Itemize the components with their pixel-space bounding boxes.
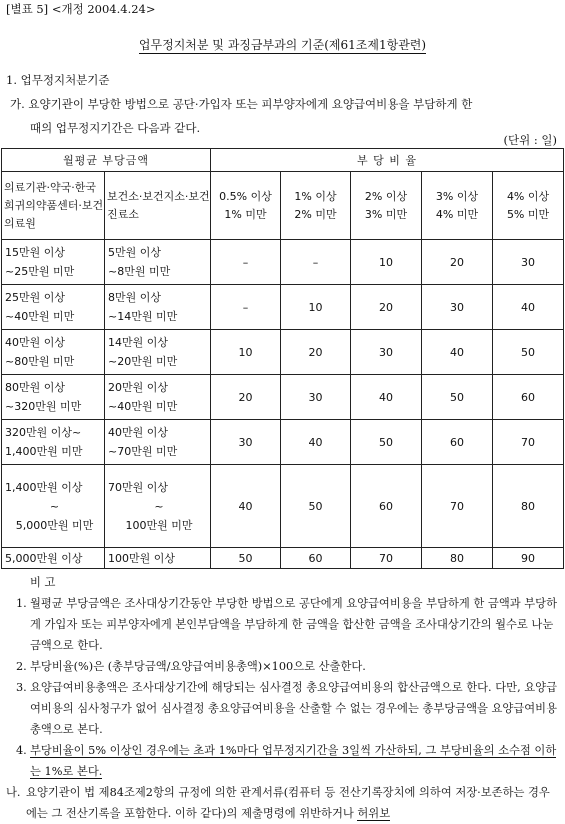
days-cell: 70 <box>351 548 422 569</box>
days-cell: 60 <box>351 465 422 548</box>
amount-range-a: 80만원 이상 ~320만원 미만 <box>2 375 105 420</box>
days-cell: 20 <box>351 285 422 330</box>
days-cell: 80 <box>422 548 493 569</box>
subheader-health-centers: 보건소·보건지소·보건진료소 <box>105 172 211 240</box>
days-cell: – <box>211 285 281 330</box>
ratio-header: 1% 이상 2% 미만 <box>281 172 351 240</box>
table-row <box>2 285 564 330</box>
days-cell: 60 <box>281 548 351 569</box>
intro-line-2: 때의 업무정지기간은 다음과 같다. <box>30 121 201 135</box>
amount-range-a: 25만원 이상 ~40만원 미만 <box>2 285 105 330</box>
note-item: 2. 부당비율(%)은 (총부당금액/요양급여비용총액)×100으로 산출한다. <box>16 660 366 673</box>
days-cell: 40 <box>422 330 493 375</box>
days-cell: 30 <box>493 240 564 285</box>
amount-range-b: 5만원 이상 ~8만원 미만 <box>105 240 211 285</box>
section-heading: 1. 업무정지처분기준 <box>6 73 110 87</box>
clause-na: 나. 요양기관이 법 제84조제2항의 규정에 의한 관계서류(컴퓨터 등 전산기록장치에 의하여 저장·보존하는 경우에는 그 전산기록을 포함한다. 이하 같다)의 제출명령에 위반하거나 허위보 <box>6 786 550 820</box>
days-cell: 70 <box>422 465 493 548</box>
amount-range-b: 14만원 이상 ~20만원 미만 <box>105 330 211 375</box>
table-row <box>2 420 564 465</box>
table-row <box>2 548 564 569</box>
table-row <box>2 375 564 420</box>
amount-range-b: 20만원 이상 ~40만원 미만 <box>105 375 211 420</box>
note-item: 3. 요양급여비용총액은 조사대상기간에 해당되는 심사결정 총요양급여비용의 합산금액으로 한다. 다만, 요양급여비용의 심사청구가 없어 심사결정 총요양급여비용을 산출할 수 없는 경우에는 총부당금액을 요양급여비용총액으로 본다. <box>16 681 557 736</box>
days-cell: 80 <box>493 465 564 548</box>
days-cell: 30 <box>211 420 281 465</box>
header-monthly-amount: 월평균 부당금액 <box>2 149 211 172</box>
amount-range-b: 40만원 이상 ~70만원 미만 <box>105 420 211 465</box>
table-row <box>2 330 564 375</box>
table-row <box>2 465 564 548</box>
days-cell: 10 <box>351 240 422 285</box>
annex-header: [별표 5] <개정 2004.4.24> <box>6 2 156 16</box>
days-cell: 30 <box>422 285 493 330</box>
days-cell: 50 <box>493 330 564 375</box>
days-cell: 40 <box>351 375 422 420</box>
notes-section <box>0 572 565 824</box>
days-cell: 40 <box>211 465 281 548</box>
days-cell: 50 <box>281 465 351 548</box>
days-cell: 90 <box>493 548 564 569</box>
days-cell: – <box>211 240 281 285</box>
note-item: 4. 부당비율이 5% 이상인 경우에는 초과 1%마다 업무정지기간을 3일씩 가산하되, 그 부당비율의 소수점 이하는 1%로 본다. <box>16 744 557 778</box>
table-header-row <box>2 149 564 172</box>
days-cell: 60 <box>493 375 564 420</box>
ratio-header: 3% 이상 4% 미만 <box>422 172 493 240</box>
days-cell: 50 <box>422 375 493 420</box>
days-cell: 20 <box>422 240 493 285</box>
days-cell: 30 <box>281 375 351 420</box>
days-cell: 40 <box>493 285 564 330</box>
table-row <box>2 240 564 285</box>
subheader-medical-institutions: 의료기관·약국·한국희귀의약품센터·보건의료원 <box>2 172 105 240</box>
document-title-text: 업무정지처분 및 과징금부과의 기준(제61조제1항관련) <box>138 38 427 52</box>
days-cell: 20 <box>211 375 281 420</box>
amount-range-b: 8만원 이상 ~14만원 미만 <box>105 285 211 330</box>
days-cell: 60 <box>422 420 493 465</box>
amount-range-a: 320만원 이상~ 1,400만원 미만 <box>2 420 105 465</box>
amount-range-a: 15만원 이상 ~25만원 미만 <box>2 240 105 285</box>
amount-range-a: 40만원 이상 ~80만원 미만 <box>2 330 105 375</box>
header-ratio: 부 당 비 율 <box>211 149 564 172</box>
days-cell: – <box>281 240 351 285</box>
amount-range-b: 100만원 이상 <box>105 548 211 569</box>
unit-label: (단위 : 일) <box>503 133 557 147</box>
note-item: 1. 월평균 부당금액은 조사대상기간동안 부당한 방법으로 공단에게 요양급여비용을 부담하게 한 금액과 부당하게 가입자 또는 피부양자에게 본인부담액을 부담하게 한 금액을 합산한 금액을 조사대상기간의 월수로 나눈 금액으로 한다. <box>16 597 557 652</box>
document-title <box>0 36 565 53</box>
days-cell: 40 <box>281 420 351 465</box>
table-subheader-row <box>2 172 564 240</box>
days-cell: 70 <box>493 420 564 465</box>
amount-range-a: 5,000만원 이상 <box>2 548 105 569</box>
ratio-header: 0.5% 이상 1% 미만 <box>211 172 281 240</box>
days-cell: 50 <box>351 420 422 465</box>
days-cell: 20 <box>281 330 351 375</box>
intro-paragraph <box>8 92 560 140</box>
amount-range-b: 70만원 이상 ~ 100만원 미만 <box>105 465 211 548</box>
days-cell: 30 <box>351 330 422 375</box>
notes-title: 비 고 <box>30 576 56 589</box>
ratio-header: 4% 이상 5% 미만 <box>493 172 564 240</box>
intro-line-1: 가. 요양기관이 부당한 방법으로 공단·가입자 또는 피부양자에게 요양급여비용을 부담하게 한 <box>10 97 473 111</box>
days-cell: 10 <box>211 330 281 375</box>
ratio-header: 2% 이상 3% 미만 <box>351 172 422 240</box>
amount-range-a: 1,400만원 이상 ~ 5,000만원 미만 <box>2 465 105 548</box>
days-cell: 50 <box>211 548 281 569</box>
days-cell: 10 <box>281 285 351 330</box>
suspension-table <box>1 148 564 569</box>
